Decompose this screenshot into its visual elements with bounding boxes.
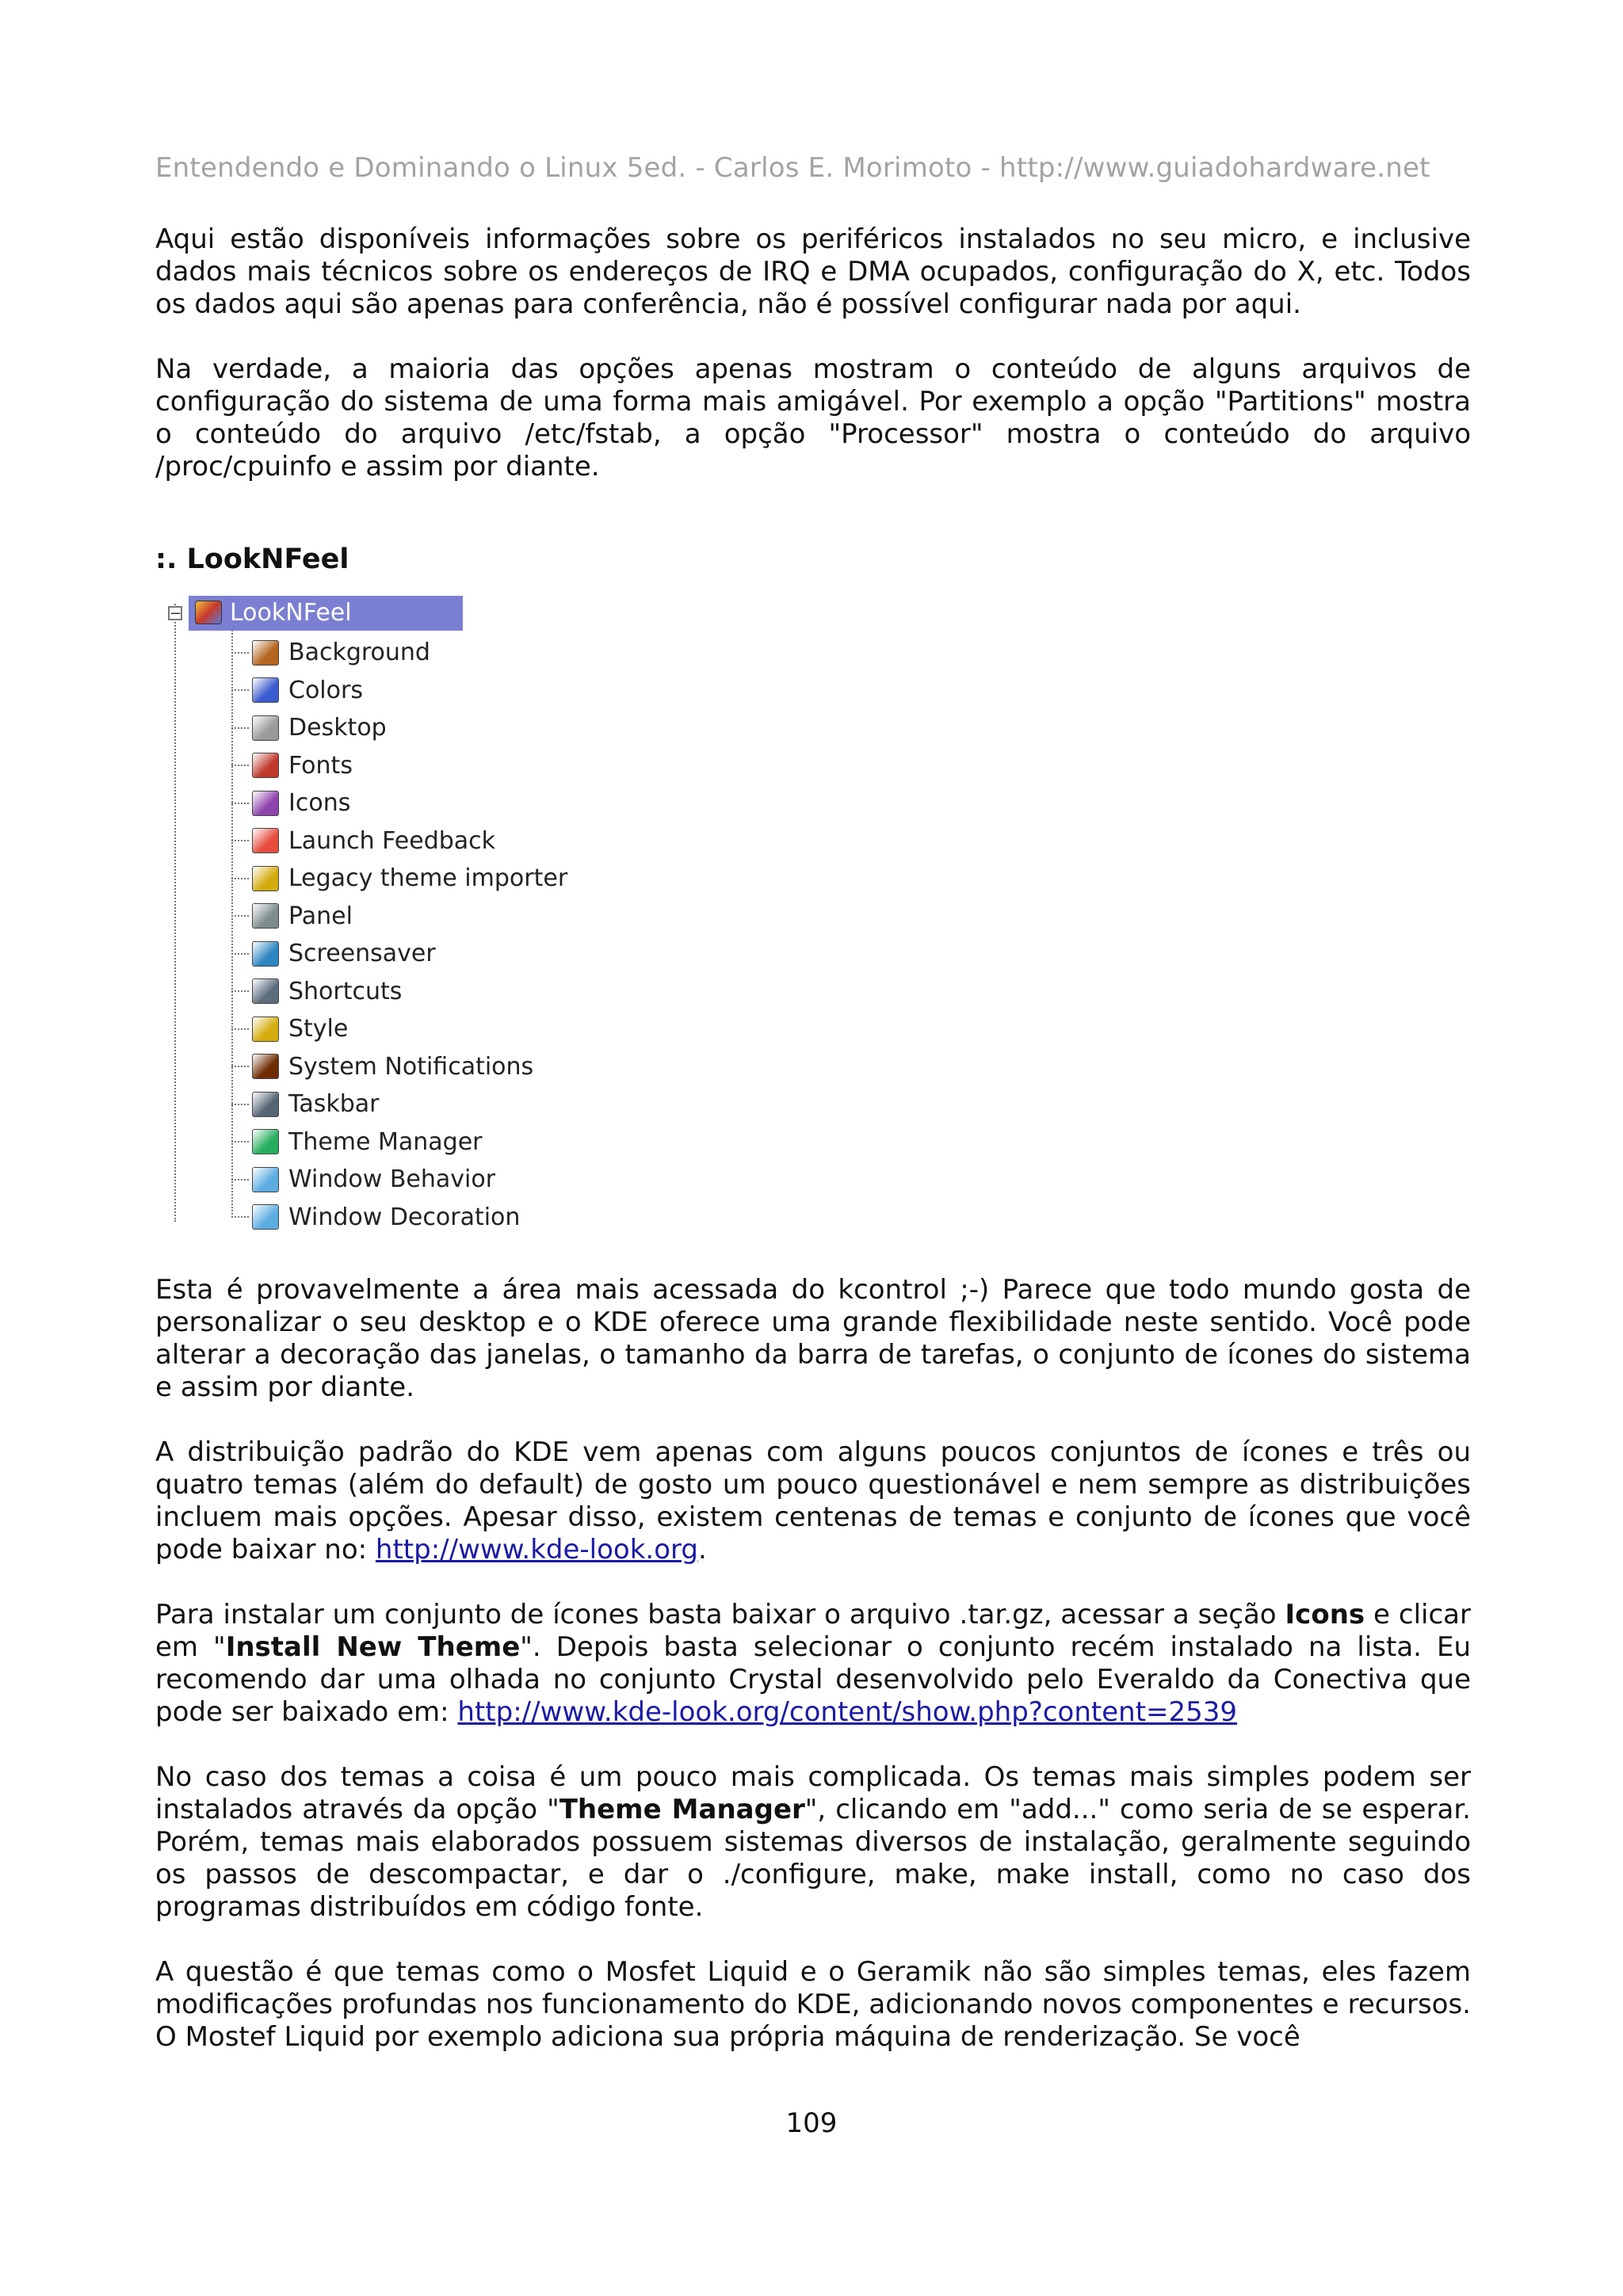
paragraph-install-icons — [155, 1599, 1471, 1729]
tree-item-label: Desktop — [288, 714, 387, 742]
p5-text-2: e clicar em " — [155, 1599, 1471, 1663]
tree-connector — [231, 765, 249, 766]
tree-item-label: Colors — [288, 676, 363, 704]
tree-item-label: Style — [288, 1015, 349, 1043]
tree-item[interactable] — [231, 672, 567, 710]
paragraph-kde-distribution — [155, 1436, 1471, 1566]
p5-bold-icons: Icons — [1285, 1599, 1365, 1630]
tree-connector — [231, 1028, 249, 1030]
paragraph-kcontrol: Esta é provavelmente a área mais acessada do kcontrol ;-) Parece que todo mundo gosta de personalizar o seu desktop e o KDE oferece uma grande flexibilidade neste sentido. Você pode alterar a decoração das janelas, o tamanho da barra de tarefas, o conjunto de ícones do sistema e assim por diante. — [155, 1274, 1471, 1403]
screensaver-icon — [252, 941, 279, 967]
style-icon — [252, 1016, 279, 1042]
tree-connector — [231, 1104, 249, 1105]
tree-connector — [231, 1216, 249, 1218]
tree-item[interactable] — [231, 634, 567, 672]
p6-text-2: ", clicando em "add..." como seria de se esperar. Porém, temas mais elaborados possuem sistemas diversos de instalação, geralmente seguindo os passos de descompactar, e dar o ./configure, make, make install, como no caso dos programas distribuídos em código fonte. — [155, 1794, 1471, 1923]
fonts-icon — [252, 753, 279, 778]
kde-look-link[interactable]: http://www.kde-look.org — [375, 1534, 698, 1566]
tree-item[interactable] — [231, 1161, 567, 1199]
tree-connector — [231, 878, 249, 879]
p5-bold-install: Install New Theme — [225, 1631, 521, 1663]
tree-item[interactable] — [231, 1123, 567, 1161]
tree-item-label: Fonts — [288, 751, 353, 780]
tree-item[interactable] — [231, 935, 567, 973]
tree-item-label: Window Decoration — [288, 1203, 521, 1231]
background-icon — [252, 640, 279, 666]
tree-item[interactable] — [231, 898, 567, 936]
tree-item[interactable] — [231, 1048, 567, 1086]
collapse-icon[interactable]: − — [170, 605, 182, 622]
tree-item[interactable] — [231, 860, 567, 898]
tree-connector — [231, 953, 249, 955]
section-title: :. LookNFeel — [155, 543, 349, 575]
tree-connector — [231, 1179, 249, 1180]
tree-item[interactable] — [231, 973, 567, 1011]
paragraph-config-files: Na verdade, a maioria das opções apenas mostram o conteúdo de alguns arquivos de configuração do sistema de uma forma mais amigável. Por exemplo a opção "Partitions" mostra o conteúdo do arquivo /etc/fstab, a opção "Processor" mostra o conteúdo do arquivo /proc/cpuinfo e assim por diante. — [155, 353, 1471, 482]
tree-root-text: LookNFeel — [230, 599, 352, 627]
notifications-icon — [252, 1054, 279, 1079]
tree-item-label: Background — [288, 639, 430, 667]
page-content — [155, 223, 1471, 2086]
p6-bold-theme-manager: Theme Manager — [559, 1794, 805, 1825]
taskbar-icon — [252, 1092, 279, 1117]
tree-item[interactable] — [231, 747, 567, 785]
paragraph-liquid-geramik: A questão é que temas como o Mosfet Liquid e o Geramik não são simples temas, eles fazem modificações profundas nos funcionamento do KDE, adicionando novos componentes e recursos. O Mostef Liquid por exemplo adiciona sua própria máquina de renderização. Se você — [155, 1956, 1471, 2053]
tree-root-label[interactable] — [189, 596, 463, 631]
tree-connector — [231, 652, 249, 654]
tree-item-label: Panel — [288, 902, 353, 930]
rocket-icon — [252, 828, 279, 853]
tree-item-label: Icons — [288, 789, 351, 818]
panel-icon — [252, 903, 279, 929]
tree-connector — [231, 689, 249, 691]
desktop-icon — [252, 715, 279, 741]
tree-item-label: Launch Feedback — [288, 826, 496, 855]
tree-guide-line — [174, 604, 176, 1222]
shortcuts-icon — [252, 978, 279, 1004]
tree-item[interactable] — [231, 1085, 567, 1123]
p5-text-3: ". Depois basta selecionar o conjunto recém instalado na lista. Eu recomendo dar uma olhada no conjunto Crystal desenvolvido pelo Everaldo da Conectiva que pode ser baixado em: — [155, 1631, 1472, 1728]
p4-end: . — [697, 1534, 707, 1566]
window-behavior-icon — [252, 1167, 279, 1192]
theme-importer-icon — [252, 866, 279, 891]
tree-children — [231, 634, 567, 1236]
tree-item-label: System Notifications — [288, 1052, 534, 1081]
page-header: Entendendo e Dominando o Linux 5ed. - Carlos E. Morimoto - http://www.guiadohardware.net — [155, 152, 1430, 184]
p6-text-1: No caso dos temas a coisa é um pouco mais complicada. Os temas mais simples podem ser instalados através da opção " — [155, 1761, 1471, 1825]
tree-connector — [231, 840, 249, 841]
paragraph-intro: Aqui estão disponíveis informações sobre os periféricos instalados no seu micro, e inclusive dados mais técnicos sobre os endereços de IRQ e DMA ocupados, configuração do X, etc. Todos os dados aqui são apenas para conferência, não é possível configurar nada por aqui. — [155, 223, 1471, 320]
tree-item[interactable] — [231, 709, 567, 747]
tree-item[interactable] — [231, 822, 567, 860]
tree-item[interactable] — [231, 784, 567, 822]
theme-manager-icon — [252, 1129, 279, 1154]
tree-item-label: Window Behavior — [288, 1165, 496, 1194]
paragraph-themes — [155, 1761, 1471, 1924]
page-number: 109 — [785, 2107, 838, 2139]
tree-connector — [231, 1141, 249, 1142]
tree-connector — [231, 990, 249, 992]
tree-item[interactable] — [231, 1010, 567, 1048]
looknfeel-tree-screenshot — [168, 596, 596, 1230]
tree-item[interactable] — [231, 1199, 567, 1237]
colors-icon — [252, 677, 279, 703]
tree-connector — [231, 1066, 249, 1067]
tree-item-label: Taskbar — [288, 1090, 380, 1119]
icons-icon — [252, 791, 279, 816]
crystal-link[interactable]: http://www.kde-look.org/content/show.php?content=2539 — [457, 1696, 1238, 1728]
tree-connector — [231, 915, 249, 917]
p4-text: A distribuição padrão do KDE vem apenas com alguns poucos conjuntos de ícones e três ou quatro temas (além do default) de gosto um pouco questionável e nem sempre as distribuições incluem mais opções. Apesar disso, existem centenas de temas e conjunto de ícones que você pode baixar no: — [155, 1436, 1471, 1566]
tree-connector — [231, 727, 249, 729]
tree-connector — [231, 803, 249, 804]
tree-item-label: Screensaver — [288, 940, 436, 968]
tree-root-node[interactable] — [168, 596, 463, 631]
tree-item-label: Theme Manager — [288, 1127, 483, 1156]
tree-item-label: Shortcuts — [288, 977, 403, 1005]
p5-text-1: Para instalar um conjunto de ícones basta baixar o arquivo .tar.gz, acessar a seção — [155, 1599, 1285, 1630]
looknfeel-icon — [195, 601, 222, 624]
tree-item-label: Legacy theme importer — [288, 864, 568, 893]
window-decoration-icon — [252, 1204, 279, 1230]
